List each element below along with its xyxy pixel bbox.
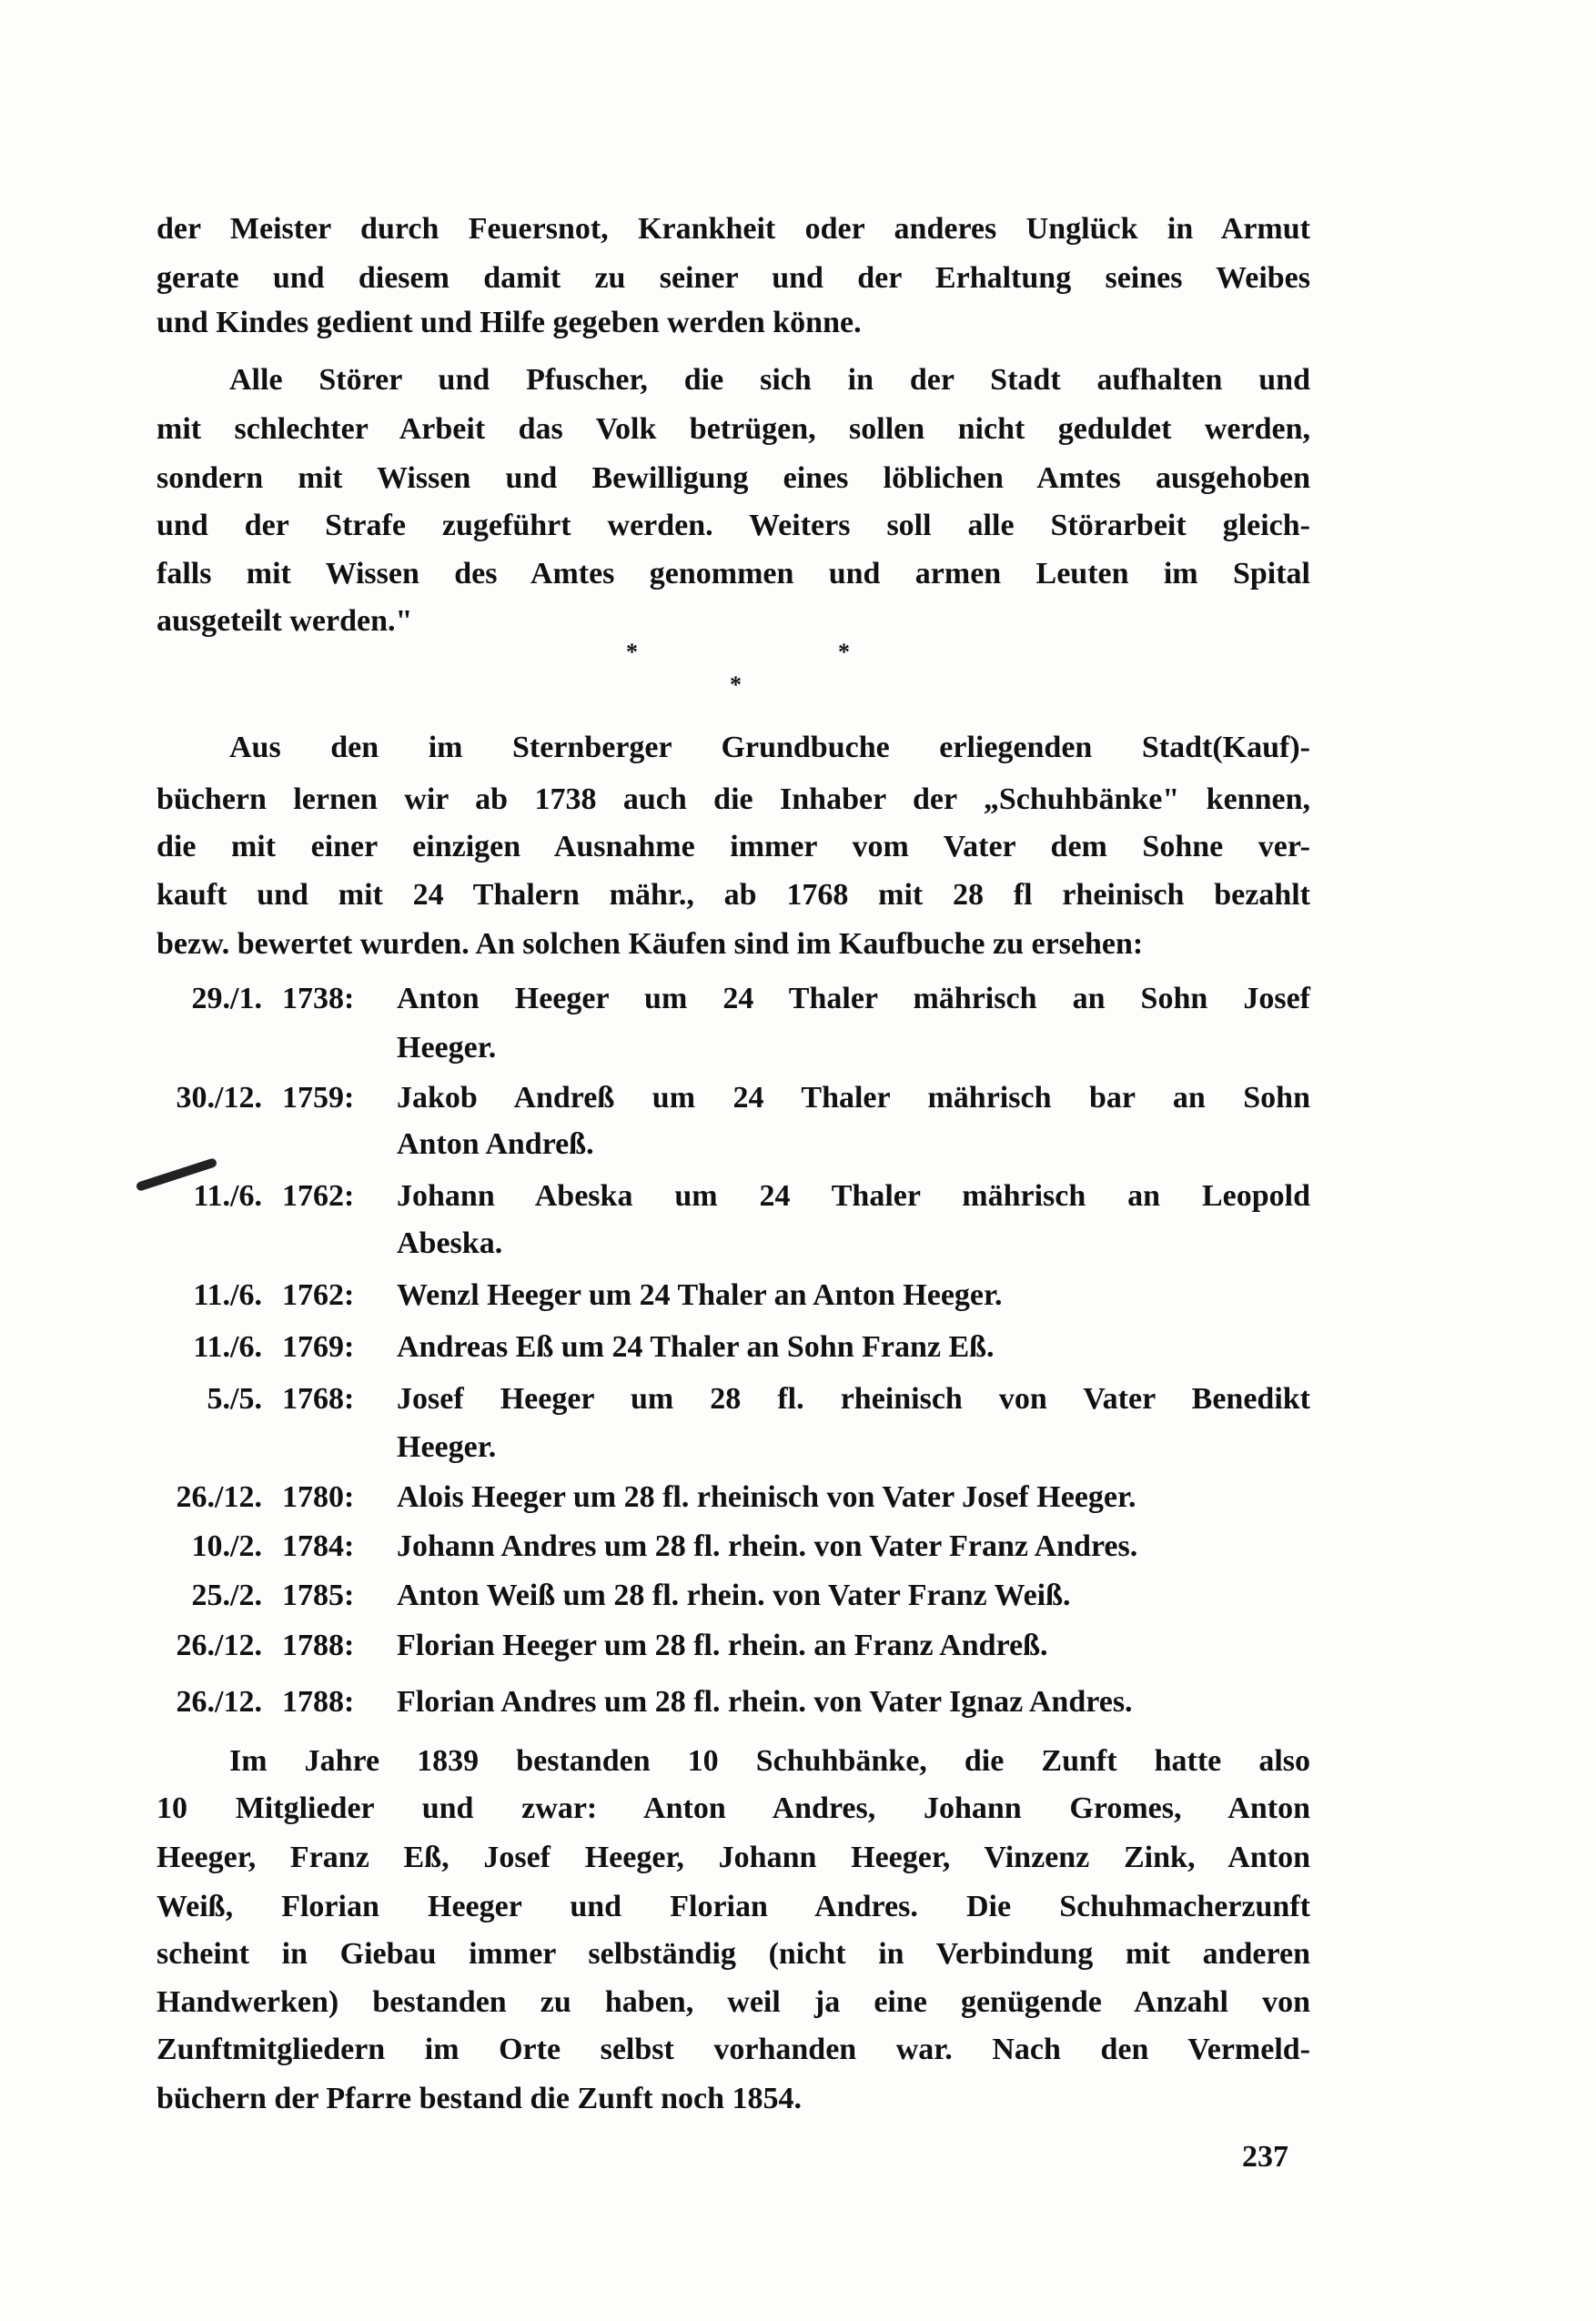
separator-star: * bbox=[730, 671, 742, 698]
list-item bbox=[146, 1682, 1310, 1722]
entry-year: 1768: bbox=[282, 1382, 355, 1416]
entry-year: 1785: bbox=[282, 1579, 355, 1612]
text-line: kauft und mit 24 Thalern mähr., ab 1768 mit 28 fl rheinisch bezahlt bbox=[157, 878, 1310, 912]
text-line: bezw. bewertet wurden. An solchen Käufen sind im Kaufbuche zu ersehen: bbox=[157, 927, 1144, 961]
separator-star: * bbox=[626, 639, 638, 665]
text-line: büchern lernen wir ab 1738 auch die Inhaber der „Schuhbänke" kennen, bbox=[157, 782, 1310, 816]
text-line: Aus den im Sternberger Grundbuche erliegenden Stadt(Kauf)- bbox=[229, 731, 1310, 764]
text-line: und der Strafe zugeführt werden. Weiters soll alle Störarbeit gleich- bbox=[157, 509, 1310, 542]
text-line: büchern der Pfarre bestand die Zunft noch 1854. bbox=[157, 2082, 803, 2115]
list-item bbox=[146, 1176, 1310, 1216]
entry-year: 1759: bbox=[282, 1081, 355, 1115]
text-line: die mit einer einzigen Ausnahme immer vom Vater dem Sohne ver- bbox=[157, 830, 1310, 863]
entry-year: 1784: bbox=[282, 1529, 355, 1563]
text-line: gerate und diesem damit zu seiner und der Erhaltung seines Weibes bbox=[157, 261, 1310, 295]
text-line: und Kindes gedient und Hilfe gegeben werden könne. bbox=[157, 306, 862, 339]
list-item bbox=[146, 1276, 1310, 1316]
text-line: Handwerken) bestanden zu haben, weil ja eine genügende Anzahl von bbox=[157, 1985, 1310, 2019]
text-line: scheint in Giebau immer selbständig (nicht in Verbindung mit anderen bbox=[157, 1937, 1310, 1971]
text-line: sondern mit Wissen und Bewilligung eines löblichen Amtes ausgehoben bbox=[157, 461, 1310, 495]
list-item bbox=[146, 1379, 1310, 1419]
list-item bbox=[146, 1527, 1310, 1567]
text-line: Im Jahre 1839 bestanden 10 Schuhbänke, die Zunft hatte also bbox=[229, 1744, 1310, 1778]
entry-text: Josef Heeger um 28 fl. rheinisch von Vater Benedikt bbox=[397, 1382, 1310, 1416]
entry-text: Anton Weiß um 28 fl. rhein. von Vater Franz Weiß. bbox=[397, 1579, 1071, 1612]
text-line: Weiß, Florian Heeger und Florian Andres. Die Schuhmacherzunft bbox=[157, 1890, 1310, 1923]
entry-year: 1788: bbox=[282, 1629, 355, 1662]
entry-date: 26./12. bbox=[176, 1685, 262, 1719]
entry-date: 11./6. bbox=[193, 1278, 262, 1312]
entry-text: Wenzl Heeger um 24 Thaler an Anton Heeger. bbox=[397, 1278, 1003, 1312]
list-item bbox=[146, 1327, 1310, 1367]
entry-year: 1762: bbox=[282, 1278, 355, 1312]
list-item bbox=[146, 1078, 1310, 1118]
entry-date: 11./6. bbox=[193, 1330, 262, 1364]
entry-year: 1788: bbox=[282, 1685, 355, 1719]
entry-date: 5./5. bbox=[207, 1382, 262, 1416]
entry-continuation: Abeska. bbox=[397, 1226, 503, 1260]
text-line: Alle Störer und Pfuscher, die sich in der Stadt aufhalten und bbox=[229, 363, 1310, 397]
page-number: 237 bbox=[1242, 2140, 1288, 2174]
entry-date: 26./12. bbox=[176, 1480, 262, 1514]
list-item bbox=[146, 1626, 1310, 1666]
text-line: mit schlechter Arbeit das Volk betrügen, sollen nicht geduldet werden, bbox=[157, 412, 1310, 446]
text-line: ausgeteilt werden." bbox=[157, 604, 413, 638]
text-line: der Meister durch Feuersnot, Krankheit oder anderes Unglück in Armut bbox=[157, 212, 1310, 246]
list-item bbox=[146, 1576, 1310, 1616]
entry-text: Florian Heeger um 28 fl. rhein. an Franz Andreß. bbox=[397, 1629, 1048, 1662]
entry-date: 25./2. bbox=[191, 1579, 262, 1612]
entry-text: Florian Andres um 28 fl. rhein. von Vater Ignaz Andres. bbox=[397, 1685, 1133, 1719]
entry-year: 1762: bbox=[282, 1179, 355, 1213]
entry-text: Anton Heeger um 24 Thaler mährisch an Sohn Josef bbox=[397, 982, 1310, 1015]
entry-continuation: Anton Andreß. bbox=[397, 1127, 594, 1161]
text-line: Heeger, Franz Eß, Josef Heeger, Johann Heeger, Vinzenz Zink, Anton bbox=[157, 1841, 1310, 1874]
separator-star: * bbox=[838, 639, 850, 665]
text-line: 10 Mitglieder und zwar: Anton Andres, Johann Gromes, Anton bbox=[157, 1791, 1310, 1825]
entry-text: Andreas Eß um 24 Thaler an Sohn Franz Eß. bbox=[397, 1330, 995, 1364]
entry-date: 26./12. bbox=[176, 1629, 262, 1662]
entry-continuation: Heeger. bbox=[397, 1430, 497, 1464]
entry-text: Johann Abeska um 24 Thaler mährisch an Leopold bbox=[397, 1179, 1310, 1213]
text-line: falls mit Wissen des Amtes genommen und armen Leuten im Spital bbox=[157, 557, 1310, 590]
entry-date: 29./1. bbox=[191, 982, 262, 1015]
entry-date: 10./2. bbox=[191, 1529, 262, 1563]
entry-year: 1769: bbox=[282, 1330, 355, 1364]
entry-year: 1738: bbox=[282, 982, 355, 1015]
entry-date: 30./12. bbox=[176, 1081, 262, 1115]
entry-text: Alois Heeger um 28 fl. rheinisch von Vater Josef Heeger. bbox=[397, 1480, 1136, 1514]
list-item bbox=[146, 979, 1310, 1019]
entry-date: 11./6. bbox=[193, 1179, 262, 1213]
entry-text: Jakob Andreß um 24 Thaler mährisch bar an Sohn bbox=[397, 1081, 1310, 1115]
entry-text: Johann Andres um 28 fl. rhein. von Vater Franz Andres. bbox=[397, 1529, 1138, 1563]
entry-year: 1780: bbox=[282, 1480, 355, 1514]
list-item bbox=[146, 1478, 1310, 1518]
text-line: Zunftmitgliedern im Orte selbst vorhanden war. Nach den Vermeld- bbox=[157, 2033, 1310, 2066]
entry-continuation: Heeger. bbox=[397, 1031, 497, 1065]
